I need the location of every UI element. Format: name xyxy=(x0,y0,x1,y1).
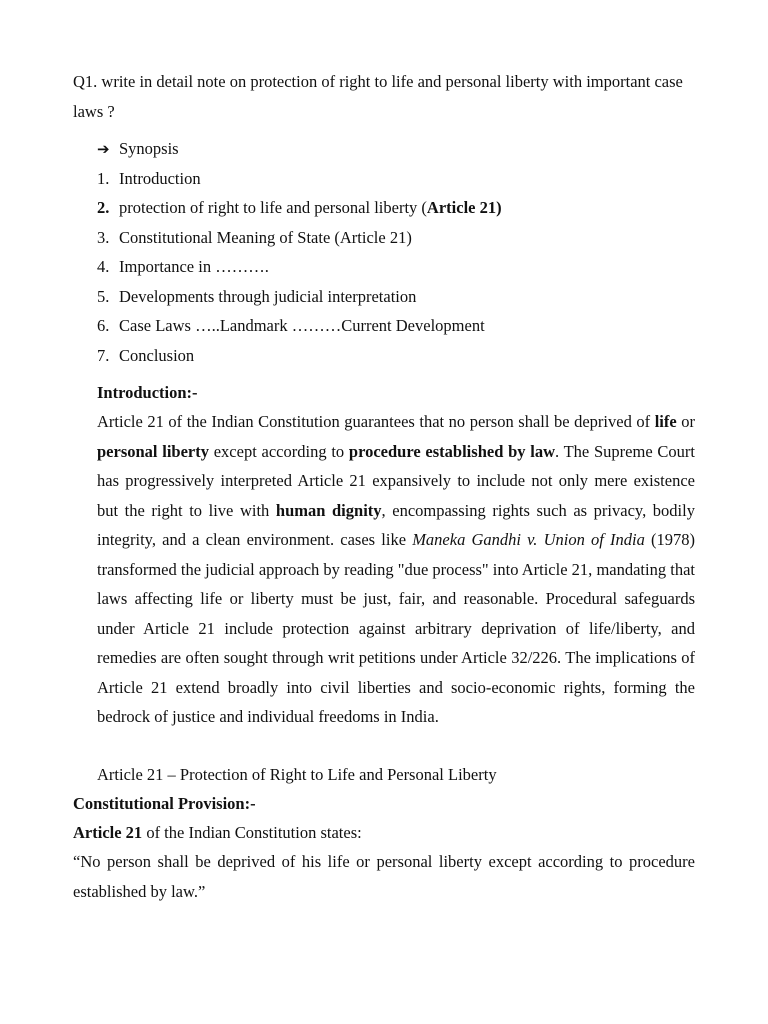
article-21-title: Article 21 – Protection of Right to Life and Personal Liberty xyxy=(97,765,497,784)
synopsis-item-number: 3. xyxy=(97,227,110,247)
intro-bold-life: life xyxy=(654,412,677,431)
synopsis-list xyxy=(97,134,697,370)
intro-bold-procedure: procedure established by law xyxy=(348,441,556,461)
synopsis-item-number: 6. xyxy=(97,316,110,335)
synopsis-item-text: Importance in ………. xyxy=(119,257,269,276)
right-arrow-icon: ➔ xyxy=(97,140,110,158)
synopsis-item xyxy=(97,164,697,194)
synopsis-heading xyxy=(97,134,697,164)
synopsis-item-number: 7. xyxy=(97,345,110,365)
introduction-heading: Introduction:- xyxy=(97,383,198,402)
intro-text: (1978) transformed the judicial approach by reading "due process" into Article 21, mandating that laws affecting life or liberty must be just, fair, and reasonable. Procedural safeguards under Article 21 include protection against arbitrary deprivation of life/liberty, and remedies are often sought through writ petitions under Article 32/226. The implications of Article 21 extend broadly into civil liberties and socio-economic rights, forming the bedrock of justice and individual freedoms in India. xyxy=(97,530,695,726)
intro-text: or xyxy=(676,412,696,431)
synopsis-item-number: 4. xyxy=(97,257,110,276)
intro-bold-personal-liberty: personal liberty xyxy=(97,441,209,461)
introduction-paragraph xyxy=(97,407,695,732)
article-21-label: Article 21 xyxy=(73,823,143,842)
synopsis-item-text: Conclusion xyxy=(119,345,195,365)
synopsis-item-bold-text: Article 21) xyxy=(426,198,502,217)
synopsis-title: Synopsis xyxy=(119,139,179,158)
synopsis-item-number: 2. xyxy=(97,198,110,217)
synopsis-item-text: Developments through judicial interpretation xyxy=(119,286,417,306)
synopsis-item-text: Case Laws …..Landmark ………Current Development xyxy=(119,316,485,335)
synopsis-item xyxy=(97,223,697,253)
synopsis-item xyxy=(97,193,697,223)
intro-text: except according to xyxy=(208,441,349,461)
intro-bold-human-dignity: human dignity xyxy=(275,500,382,520)
synopsis-item-number: 1. xyxy=(97,168,110,188)
synopsis-item-text: protection of right to life and personal liberty ( xyxy=(119,198,427,217)
synopsis-item xyxy=(97,252,697,282)
intro-case-name: Maneka Gandhi v. Union of India xyxy=(412,530,645,549)
intro-text: , encompassing rights such as privacy, bodily integrity, and a clean environment. cases like xyxy=(97,500,695,549)
synopsis-item xyxy=(97,311,697,341)
synopsis-item xyxy=(97,341,697,371)
synopsis-item-text: Introduction xyxy=(119,168,201,188)
question-text: Q1. write in detail note on protection of right to life and personal liberty with important case laws ? xyxy=(73,72,683,121)
constitution-statement xyxy=(73,818,362,848)
intro-text: . The Supreme Court has progressively interpreted Article 21 expansively to include not only mere existence but the right to live with xyxy=(97,441,695,520)
synopsis-item-text: Constitutional Meaning of State (Article 21) xyxy=(119,227,412,247)
article-21-quote: “No person shall be deprived of his life or personal liberty except according to procedure established by law.” xyxy=(73,852,695,901)
constitutional-provision-heading: Constitutional Provision:- xyxy=(73,794,256,813)
synopsis-item-number: 5. xyxy=(97,286,110,306)
intro-text: Article 21 of the Indian Constitution guarantees that no person shall be deprived of xyxy=(97,412,651,431)
statement-suffix: of the Indian Constitution states: xyxy=(142,823,362,842)
synopsis-item xyxy=(97,282,697,312)
